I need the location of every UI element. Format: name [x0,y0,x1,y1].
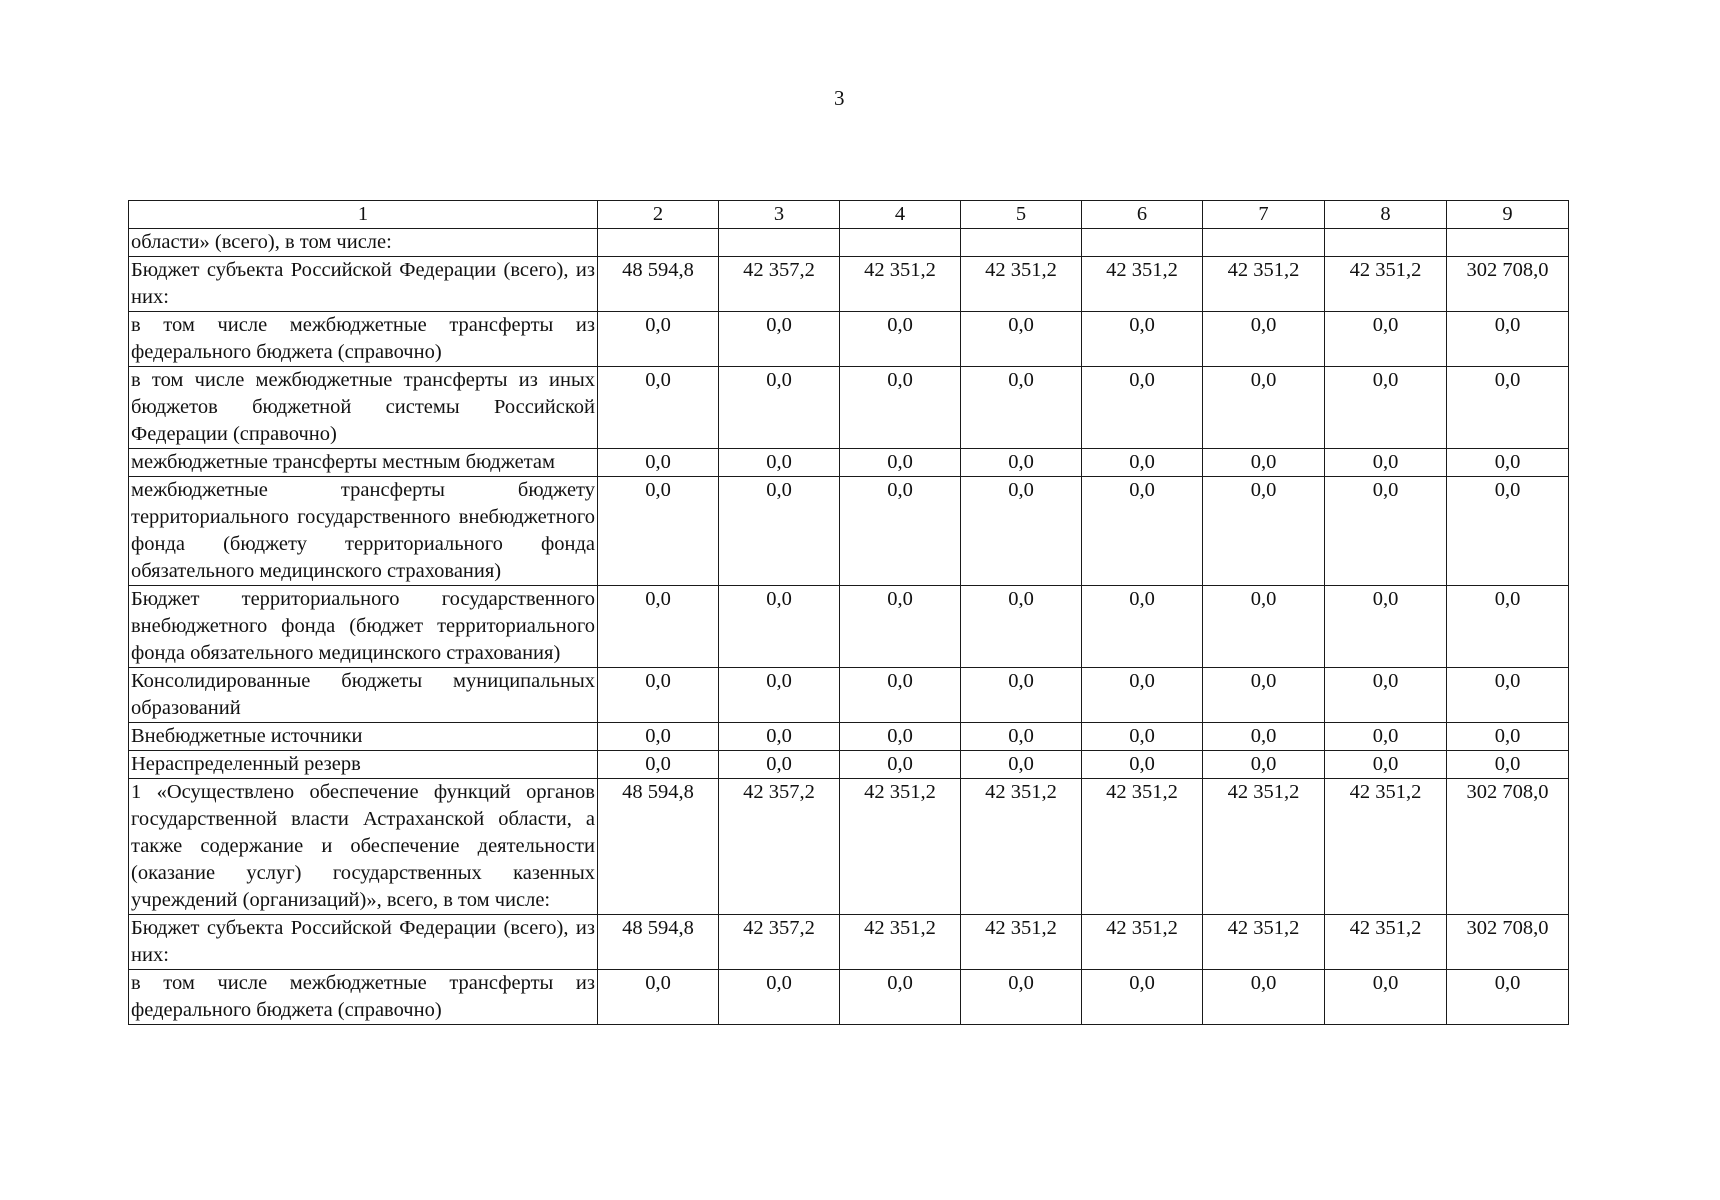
row-value: 0,0 [1203,723,1325,751]
row-value: 0,0 [1325,367,1447,449]
row-value: 0,0 [1447,312,1569,367]
row-value: 0,0 [598,751,719,779]
row-value: 0,0 [1447,367,1569,449]
row-value: 42 357,2 [719,915,840,970]
row-value: 0,0 [1203,477,1325,586]
row-value: 0,0 [1447,723,1569,751]
row-value: 42 351,2 [1203,779,1325,915]
row-value: 0,0 [961,477,1082,586]
row-value: 0,0 [1203,586,1325,668]
row-value: 42 351,2 [1082,257,1203,312]
row-label: Внебюджетные источники [129,723,598,751]
column-number: 7 [1203,201,1325,229]
row-value: 0,0 [1082,723,1203,751]
budget-table [128,200,1569,1025]
row-value: 0,0 [961,668,1082,723]
row-label: межбюджетные трансферты местным бюджетам [129,449,598,477]
row-value: 0,0 [598,312,719,367]
row-value: 302 708,0 [1447,915,1569,970]
row-label: области» (всего), в том числе: [129,229,598,257]
row-value: 0,0 [1447,586,1569,668]
row-value: 0,0 [1325,970,1447,1025]
row-value: 42 351,2 [1203,915,1325,970]
table-row [129,449,1569,477]
row-value: 42 351,2 [1325,257,1447,312]
row-value: 42 351,2 [961,779,1082,915]
row-value: 0,0 [840,477,961,586]
table-row [129,477,1569,586]
row-value: 0,0 [598,367,719,449]
row-value: 0,0 [719,477,840,586]
row-value [1325,229,1447,257]
row-value: 0,0 [1325,312,1447,367]
table-row [129,257,1569,312]
row-value: 42 351,2 [1203,257,1325,312]
row-value: 48 594,8 [598,257,719,312]
row-value: 0,0 [719,586,840,668]
column-number: 1 [129,201,598,229]
table-row [129,779,1569,915]
row-value: 0,0 [1082,751,1203,779]
row-label: Бюджет субъекта Российской Федерации (всего), из них: [129,915,598,970]
row-value: 0,0 [1325,477,1447,586]
row-value: 302 708,0 [1447,779,1569,915]
table-row [129,229,1569,257]
row-value: 0,0 [1082,367,1203,449]
row-label: в том числе межбюджетные трансферты из иных бюджетов бюджетной системы Российской Федерации (справочно) [129,367,598,449]
row-value: 0,0 [1447,970,1569,1025]
column-number: 2 [598,201,719,229]
row-value: 0,0 [1203,668,1325,723]
row-value: 0,0 [719,751,840,779]
row-value: 0,0 [961,367,1082,449]
row-value: 0,0 [1203,970,1325,1025]
row-value: 0,0 [719,312,840,367]
row-value: 0,0 [1203,367,1325,449]
row-value: 0,0 [1082,970,1203,1025]
row-value: 42 351,2 [840,915,961,970]
row-label: Консолидированные бюджеты муниципальных образований [129,668,598,723]
row-value: 0,0 [1082,312,1203,367]
row-label: в том числе межбюджетные трансферты из федерального бюджета (справочно) [129,970,598,1025]
row-value: 0,0 [961,312,1082,367]
row-label: Бюджет субъекта Российской Федерации (всего), из них: [129,257,598,312]
row-label: в том числе межбюджетные трансферты из федерального бюджета (справочно) [129,312,598,367]
row-value: 0,0 [961,970,1082,1025]
row-value: 0,0 [1203,449,1325,477]
row-value: 0,0 [840,312,961,367]
row-value: 42 351,2 [840,257,961,312]
row-label: межбюджетные трансферты бюджету территориального государственного внебюджетного фонда (бюджету территориального фонда обязательного медицинского страхования) [129,477,598,586]
row-value: 42 351,2 [961,257,1082,312]
row-value: 0,0 [598,668,719,723]
column-number: 8 [1325,201,1447,229]
row-value: 42 351,2 [961,915,1082,970]
row-value: 0,0 [1203,312,1325,367]
row-value: 0,0 [1082,586,1203,668]
row-value: 0,0 [961,723,1082,751]
row-value: 0,0 [1082,477,1203,586]
row-value: 0,0 [719,970,840,1025]
row-value: 0,0 [840,970,961,1025]
row-value: 0,0 [1325,449,1447,477]
row-value [1447,229,1569,257]
row-value: 0,0 [719,723,840,751]
table-row [129,668,1569,723]
row-value [840,229,961,257]
column-number: 5 [961,201,1082,229]
row-value: 0,0 [840,751,961,779]
row-value: 0,0 [719,367,840,449]
row-value: 0,0 [840,367,961,449]
page-number: 3 [834,86,845,110]
column-number: 4 [840,201,961,229]
row-value: 0,0 [1325,751,1447,779]
table-header-row [129,201,1569,229]
row-label: Нераспределенный резерв [129,751,598,779]
row-value: 0,0 [1447,449,1569,477]
row-value: 0,0 [840,449,961,477]
row-value: 42 351,2 [1325,915,1447,970]
row-value: 0,0 [961,586,1082,668]
row-value [961,229,1082,257]
row-label: 1 «Осуществлено обеспечение функций органов государственной власти Астраханской области, а также содержание и обеспечение деятельности (оказание услуг) государственных казенных учреждений (организаций)», всего, в том числе: [129,779,598,915]
table-row [129,367,1569,449]
table-row [129,586,1569,668]
row-value: 0,0 [961,449,1082,477]
row-value: 0,0 [840,668,961,723]
row-value: 0,0 [1447,477,1569,586]
table-row [129,915,1569,970]
row-value: 42 351,2 [1082,915,1203,970]
row-value: 0,0 [719,449,840,477]
table-row [129,312,1569,367]
row-value: 0,0 [1082,668,1203,723]
row-value: 0,0 [961,751,1082,779]
row-value: 42 351,2 [840,779,961,915]
row-value [1203,229,1325,257]
row-value: 0,0 [1325,668,1447,723]
row-value: 48 594,8 [598,915,719,970]
row-value: 0,0 [598,477,719,586]
row-value [598,229,719,257]
column-number: 3 [719,201,840,229]
column-number: 9 [1447,201,1569,229]
row-value: 42 351,2 [1325,779,1447,915]
row-value: 0,0 [1325,586,1447,668]
row-value: 302 708,0 [1447,257,1569,312]
row-value: 0,0 [598,723,719,751]
row-value: 0,0 [719,668,840,723]
row-value: 0,0 [1447,668,1569,723]
row-value: 48 594,8 [598,779,719,915]
row-value: 0,0 [1325,723,1447,751]
row-value: 42 357,2 [719,257,840,312]
row-value: 0,0 [840,586,961,668]
row-value [1082,229,1203,257]
table-row [129,751,1569,779]
row-value: 0,0 [598,449,719,477]
table-row [129,723,1569,751]
column-number: 6 [1082,201,1203,229]
row-value: 0,0 [1447,751,1569,779]
row-label: Бюджет территориального государственного внебюджетного фонда (бюджет территориального фонда обязательного медицинского страхования) [129,586,598,668]
row-value: 0,0 [598,970,719,1025]
row-value: 0,0 [1082,449,1203,477]
table-row [129,970,1569,1025]
row-value: 0,0 [598,586,719,668]
row-value [719,229,840,257]
row-value: 42 351,2 [1082,779,1203,915]
row-value: 0,0 [1203,751,1325,779]
row-value: 0,0 [840,723,961,751]
row-value: 42 357,2 [719,779,840,915]
